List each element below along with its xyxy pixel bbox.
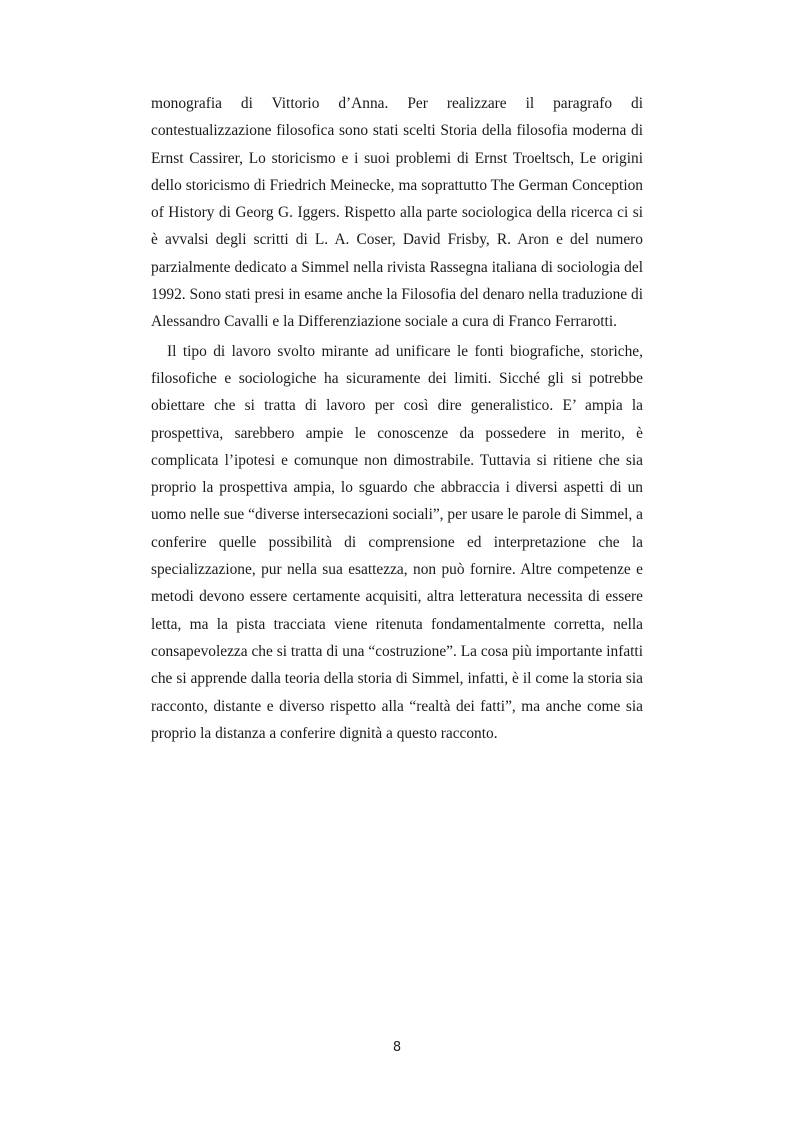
body-text	[151, 90, 643, 747]
paragraph-limits: Il tipo di lavoro svolto mirante ad unificare le fonti biografiche, storiche, filosofiche e sociologiche ha sicuramente dei limiti. Sicché gli si potrebbe obiettare che si tratta di lavoro per così dire generalistico. E’ ampia la prospettiva, sarebbero ampie le conoscenze da possedere in merito, è complicata l’ipotesi e comunque non dimostrabile. Tuttavia si ritiene che sia proprio la prospettiva ampia, lo sguardo che abbraccia i diversi aspetti di un uomo nelle sue “diverse intersecazioni sociali”, per usare le parole di Simmel, a conferire quelle possibilità di comprensione ed interpretazione che la specializzazione, pur nella sua esattezza, non può fornire. Altre competenze e metodi devono essere certamente acquisiti, altra letteratura necessita di essere letta, ma la pista tracciata viene ritenuta fondamentalmente corretta, nella consapevolezza che si tratta di una “costruzione”. La cosa più importante infatti che si apprende dalla teoria della storia di Simmel, infatti, è il come la storia sia racconto, distante e diverso rispetto alla “realtà dei fatti”, ma anche come sia proprio la distanza a conferire dignità a questo racconto.	[151, 342, 643, 742]
paragraph-continuation: monografia di Vittorio d’Anna. Per realizzare il paragrafo di contestualizzazione filosofica sono stati scelti Storia della filosofia moderna di Ernst Cassirer, Lo storicismo e i suoi problemi di Ernst Troeltsch, Le origini dello storicismo di Friedrich Meinecke, ma soprattutto The German Conception of History di Georg G. Iggers. Rispetto alla parte sociologica della ricerca ci si è avvalsi degli scritti di L. A. Coser, David Frisby, R. Aron e del numero parzialmente dedicato a Simmel nella rivista Rassegna italiana di sociologia del 1992. Sono stati presi in esame anche la Filosofia del denaro nella traduzione di Alessandro Cavalli e la Differenziazione sociale a cura di Franco Ferrarotti.	[151, 95, 643, 331]
page-number: 8	[392, 1040, 402, 1055]
